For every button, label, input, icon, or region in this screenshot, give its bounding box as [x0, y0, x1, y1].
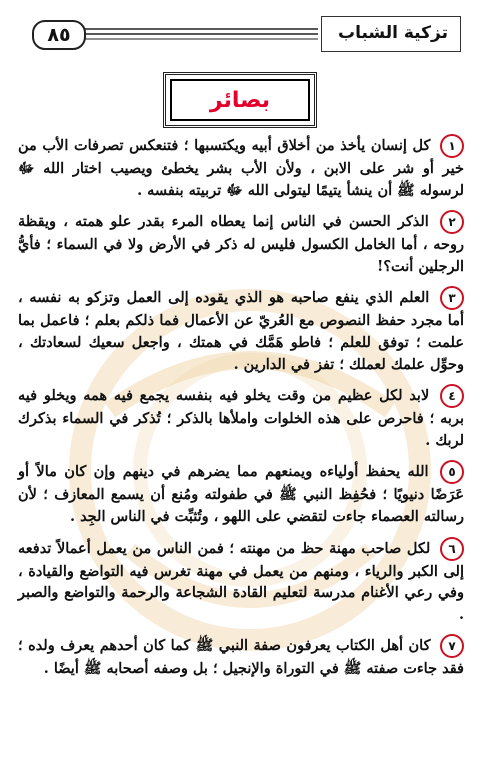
- paragraph-text-5: الله يحفظ أولياءه ويمنعهم مما يضرهم في دينهم وإن كان مالاً أو عَرَضًا دنيويًا ؛ فحُفِظ النبي ﷺ في طفولته ومُنع أن يسمع المعازف ؛ لأن رسالته العصماء جاءت لتقضي على اللهو ، وتُثبِّت في الناس الجِد .: [18, 463, 464, 525]
- item-number-1: ١: [440, 134, 464, 158]
- paragraph-6: [18, 537, 464, 626]
- paragraph-text-6: لكل صاحب مهنة حظ من مهنته ؛ فمن الناس من يعمل أعمالاً تدفعه إلى الكبر والرياء ، ومنهم من يعمل في مهنة تغرس فيه التواضع والقيادة ، وفي رعي الأغنام مدرسة لتعليم القادة الشجاعة والرحمة والتواضع والصبر .: [18, 539, 464, 623]
- paragraph-text-1: كل إنسان يأخذ من أخلاق أبيه ويكتسبها ؛ فتنعكس تصرفات الأب من خير أو شر على الابن ، ولأن الأب بشر يخطئ ويصيب اختار الله ﷻ لرسوله ﷺ أن ينشأ يتيمًا ليتولى الله ﷻ تربيته بنفسه .: [18, 137, 464, 199]
- page-header: [18, 14, 462, 52]
- paragraph-7: [18, 634, 464, 680]
- paragraph-1: [18, 134, 464, 201]
- page-number: ٨٥: [32, 20, 86, 50]
- item-number-7: ٧: [440, 634, 464, 658]
- item-number-4: ٤: [440, 384, 464, 408]
- item-number-5: ٥: [440, 460, 464, 484]
- paragraph-text-4: لابد لكل عظيم من وقت يخلو فيه بنفسه يجمع فيه همه ويخلو فيه بربه ؛ فاحرص على هذه الخلوات واملأها بالذكر ؛ تُذكر في السماء بذكرك لربك .: [18, 387, 464, 449]
- paragraph-text-7: كان أهل الكتاب يعرفون صفة النبي ﷺ كما كان أحدهم يعرف ولده ؛ فقد جاءت صفته ﷺ في التوراة والإنجيل ؛ بل وصفه أصحابه ﷺ أيضًا .: [18, 637, 464, 678]
- item-number-6: ٦: [440, 537, 464, 561]
- paragraph-text-2: الذكر الحسن في الناس إنما يعطاه المرء بقدر علو همته ، ويقظة روحه ، أما الخامل الكسول فليس له ذكر في الأرض ولا في السماء ؛ فأيُّ الرجلين أنت؟!: [18, 213, 464, 275]
- paragraph-5: [18, 460, 464, 527]
- paragraph-3: [18, 286, 464, 375]
- content-body: [18, 134, 464, 689]
- paragraph-2: [18, 210, 464, 277]
- section-title: بصائر: [209, 87, 271, 113]
- paragraph-text-3: العلم الذي ينفع صاحبه هو الذي يقوده إلى العمل وتزكو به نفسه ، أما مجرد حفظ النصوص مع العُريّ عن الأعمال فما ذلكم بعلم ؛ فاعمل بما علمت ؛ توفق للعلم ؛ فاطو هَمَّك في همتك ، واجعل سعيك لسعادتك ، وحوِّل علمك لعملك ؛ تفز في الدارين .: [18, 289, 464, 373]
- item-number-2: ٢: [440, 210, 464, 234]
- item-number-3: ٣: [440, 286, 464, 310]
- running-title: تزكية الشباب: [338, 23, 448, 43]
- section-title-box: [163, 72, 317, 128]
- paragraph-4: [18, 384, 464, 451]
